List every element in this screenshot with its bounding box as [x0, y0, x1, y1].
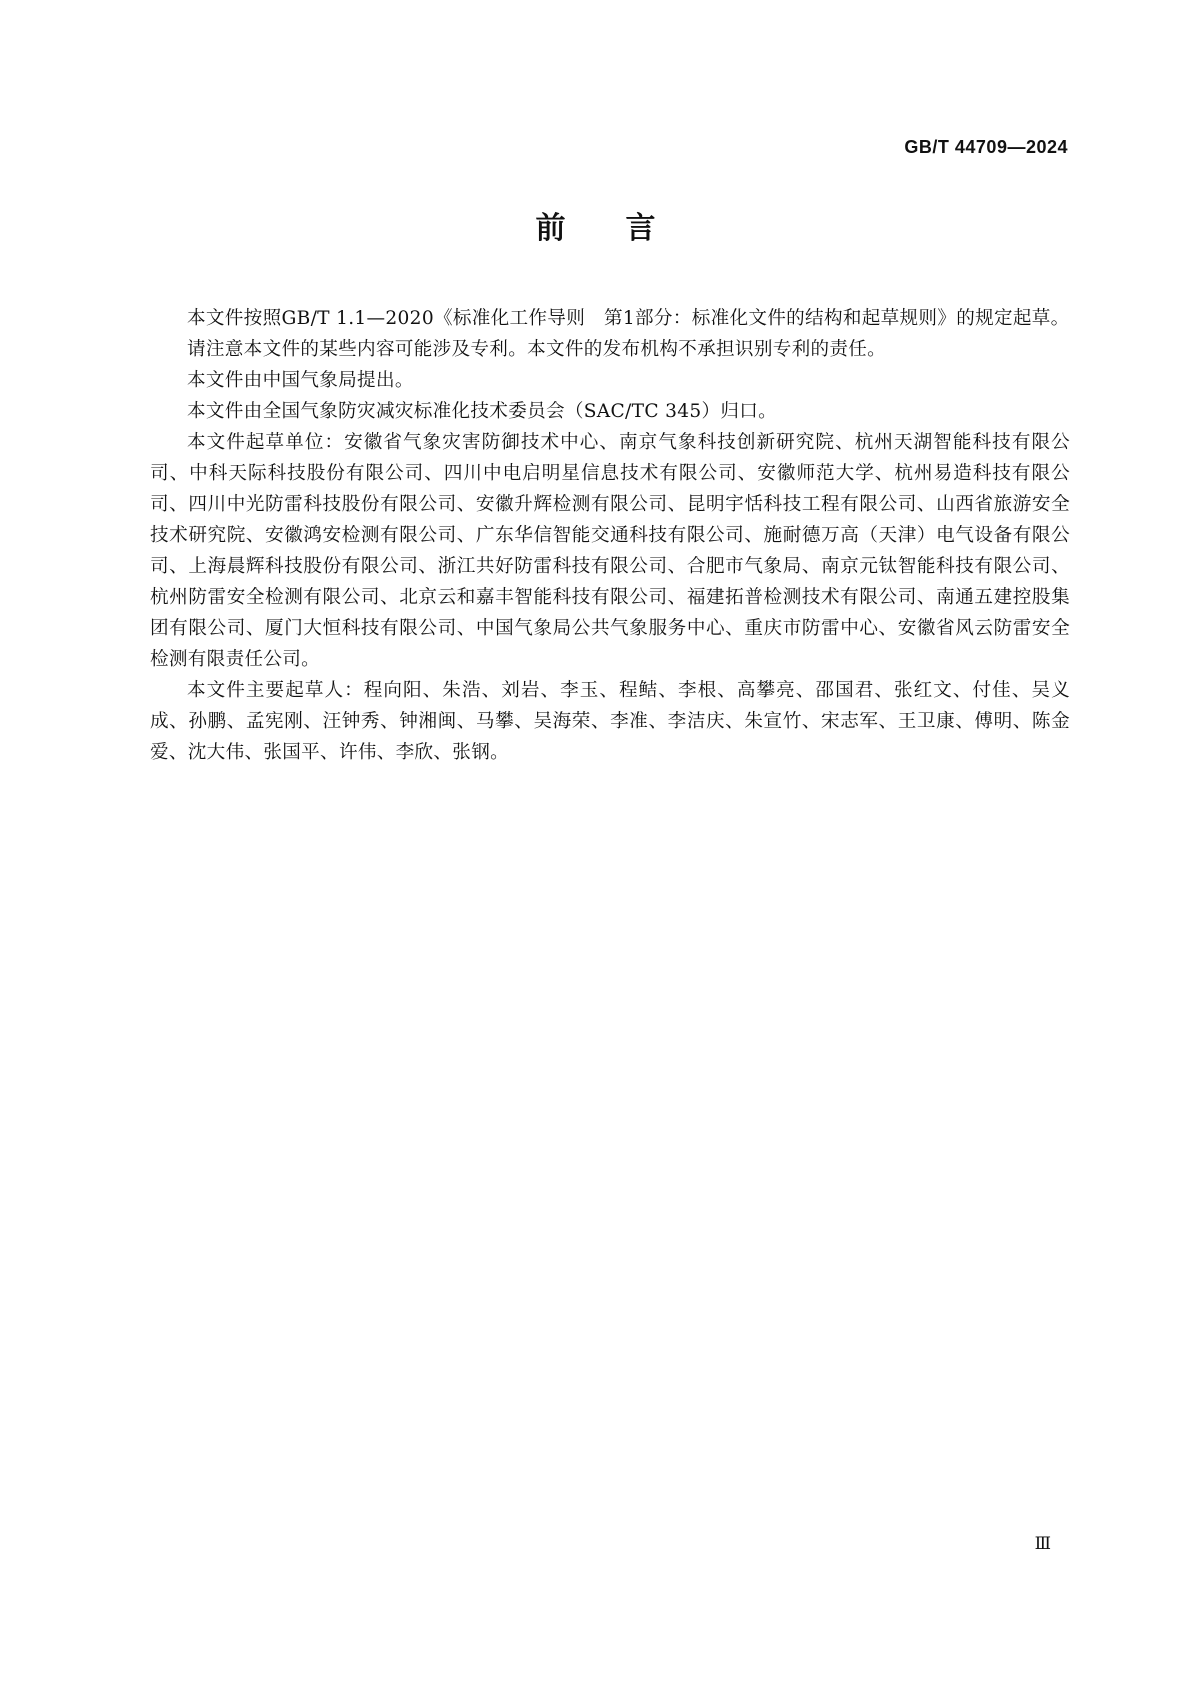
paragraph-proposer: 本文件由中国气象局提出。 — [187, 370, 414, 391]
foreword-body — [150, 303, 1070, 768]
paragraph-drafters: 本文件主要起草人：程向阳、朱浩、刘岩、李玉、程鲒、李根、高攀亮、邵国君、张红文、付佳、吴义成、孙鹏、孟宪刚、汪钟秀、钟湘闽、马攀、吴海荣、李准、李洁庆、朱宣竹、宋志军、王卫康、傅明、陈金爱、沈大伟、张国平、许伟、李欣、张钢。 — [150, 680, 1070, 763]
title-char-2: 言 — [625, 211, 656, 246]
page-title — [0, 203, 1191, 247]
page-number: Ⅲ — [1034, 1534, 1051, 1554]
title-char-1: 前 — [535, 211, 566, 246]
paragraph-committee: 本文件由全国气象防灾减灾标准化技术委员会（SAC/TC 345）归口。 — [187, 401, 778, 422]
paragraph-drafting-rules: 本文件按照GB/T 1.1—2020《标准化工作导则 第1部分：标准化文件的结构和起草规则》的规定起草。 — [187, 308, 1070, 329]
paragraph-drafting-units: 本文件起草单位：安徽省气象灾害防御技术中心、南京气象科技创新研究院、杭州天湖智能科技有限公司、中科天际科技股份有限公司、四川中电启明星信息技术有限公司、安徽师范大学、杭州易造科技有限公司、四川中光防雷科技股份有限公司、安徽升辉检测有限公司、昆明宇恬科技工程有限公司、山西省旅游安全技术研究院、安徽鸿安检测有限公司、广东华信智能交通科技有限公司、施耐德万高（天津）电气设备有限公司、上海晨辉科技股份有限公司、浙江共好防雷科技有限公司、合肥市气象局、南京元钛智能科技有限公司、杭州防雷安全检测有限公司、北京云和嘉丰智能科技有限公司、福建拓普检测技术有限公司、南通五建控股集团有限公司、厦门大恒科技有限公司、中国气象局公共气象服务中心、重庆市防雷中心、安徽省风云防雷安全检测有限责任公司。 — [150, 432, 1070, 670]
standard-code: GB/T 44709—2024 — [904, 137, 1068, 157]
paragraph-patent-notice: 请注意本文件的某些内容可能涉及专利。本文件的发布机构不承担识别专利的责任。 — [187, 339, 887, 360]
